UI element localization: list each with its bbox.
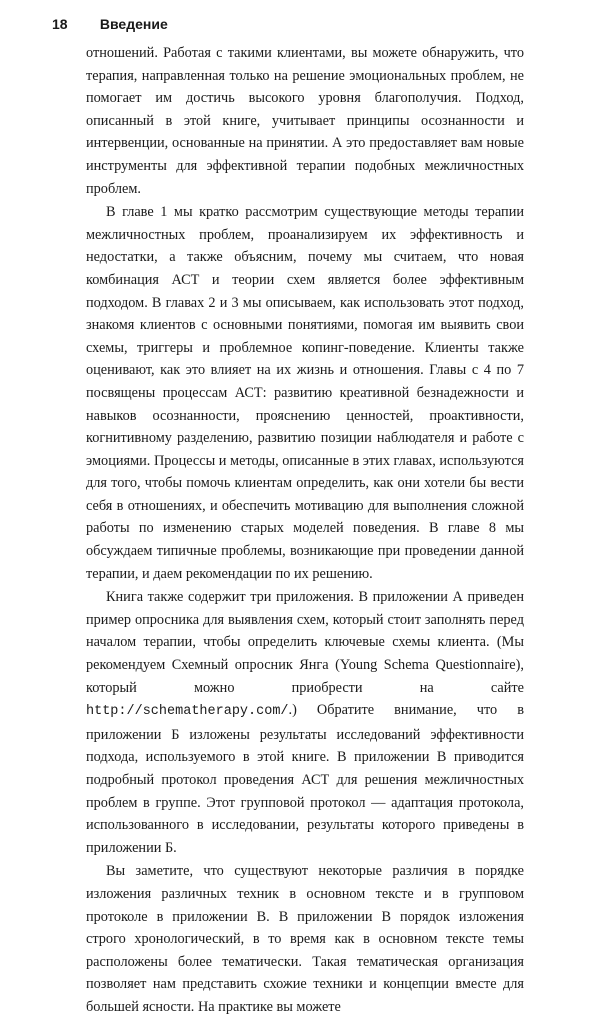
schematherapy-url: http://schematherapy.com/ — [86, 704, 289, 720]
appendices-text-after: .) Обратите внимание, что в приложении Б изложены результаты исследований эффективности подхода, используемого в этой книге. В приложении В приводится подробный протокол проведения АСТ для решения межличностных проблем в группе. Этот групповой протокол — адаптация протокола, использованного в исследовании, результаты которого приведены в приложении Б. — [86, 702, 524, 856]
running-header — [52, 16, 168, 32]
paragraph-continuation: отношений. Работая с такими клиентами, вы можете обнаружить, что терапия, направленная только на решение эмоциональных проблем, не помогает им достичь высокого уровня благополучия. Подход, описанный в этой книге, учитывает принципы осознанности и интервенции, основанные на принятии. А это предоставляет вам новые инструменты для эффективной терапии подобных межличностных проблем. — [86, 45, 524, 197]
paragraph-chapters-overview: В главе 1 мы кратко рассмотрим существующие методы терапии межличностных проблем, проанализируем их эффективность и недостатки, а также объясним, почему мы считаем, что новая комбинация АСТ и теории схем является более эффективным подходом. В главах 2 и 3 мы описываем, как использовать этот подход, знакомя клиентов с основными понятиями, помогая им выявить свои схемы, триггеры и проблемное копинг-поведение. Клиенты также оценивают, как это влияет на их жизнь и отношения. Главы с 4 по 7 посвящены процессам АСТ: развитию креативной безнадежности и навыков осознанности, прояснению ценностей, проактивности, когнитивному разделению, развитию позиции наблюдателя и работе с эмоциями. Процессы и методы, описанные в этих главах, используются для того, чтобы помочь клиентам определить, как они хотели бы вести себя в отношениях, и обеспечить мотивацию для выполнения сложной работы по изменению старых моделей поведения. В главе 8 мы обсуждаем типичные проблемы, возникающие при проведении данной терапии, и даем рекомендации по их решению. — [86, 204, 524, 582]
paragraph-differences: Вы заметите, что существуют некоторые различия в порядке изложения различных техник в основном тексте и в групповом протоколе в приложении В. В приложении В порядок изложения строго хронологический, в то время как в основном тексте темы расположены более тематически. Такая тематическая организация позволяет нам представить схожие техники и концепции вместе для большей ясности. На практике вы можете — [86, 863, 524, 1015]
body-text — [86, 42, 524, 1019]
paragraph-appendices — [86, 586, 524, 859]
appendices-text-before: Книга также содержит три приложения. В приложении А приведен пример опросника для выявления схем, который стоит заполнять перед началом терапии, чтобы определить ключевые схемы клиента. (Мы рекомендуем Схемный опросник Янга (Young Schema Questionnaire), который можно приобрести на сайте — [86, 589, 524, 696]
page-number: 18 — [52, 16, 68, 32]
section-title: Введение — [99, 16, 168, 32]
